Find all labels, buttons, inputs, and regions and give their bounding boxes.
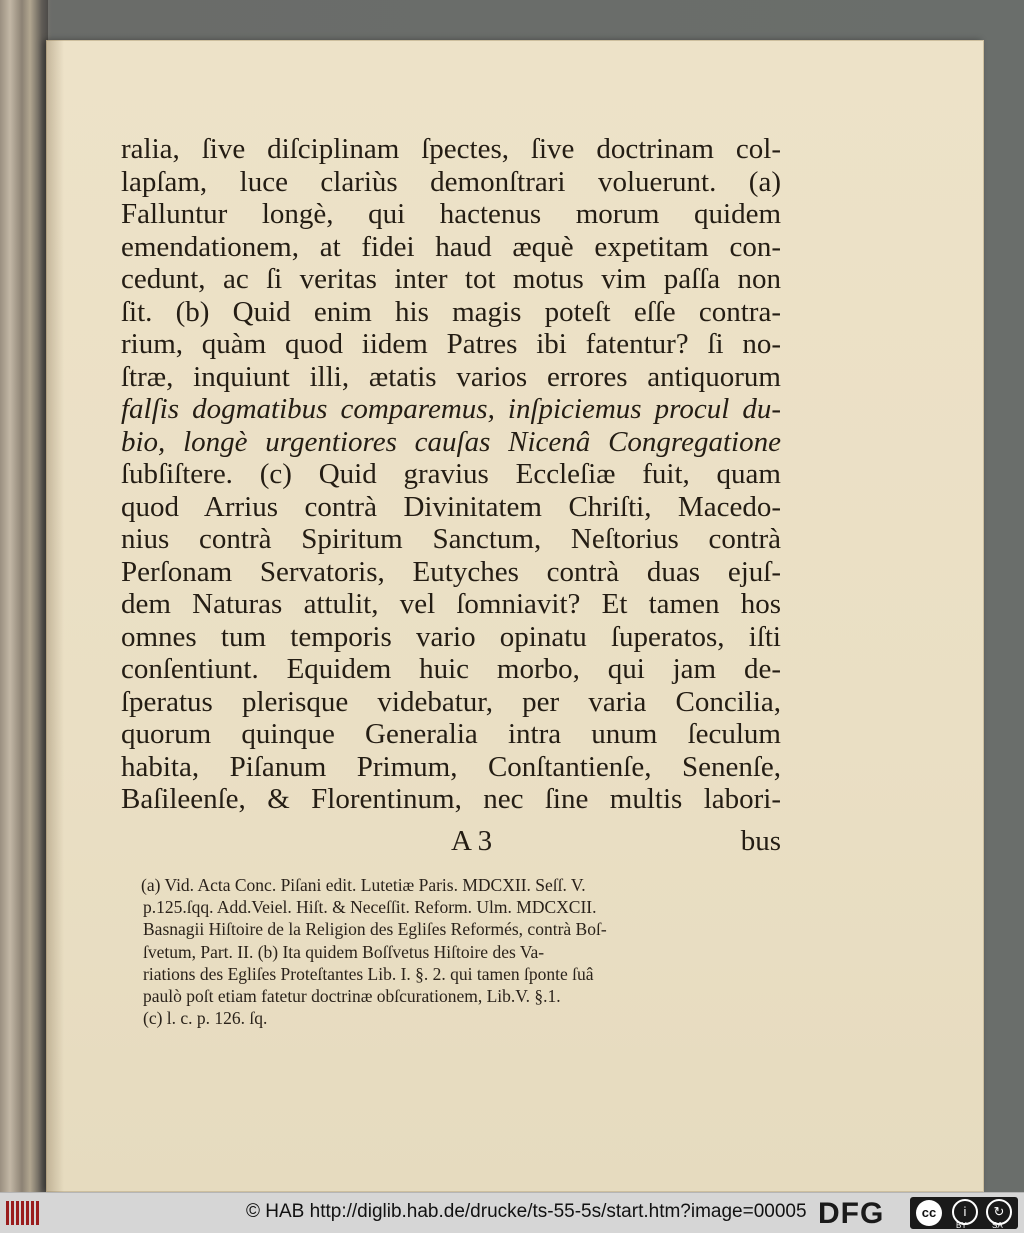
hab-barcode-icon: [6, 1201, 40, 1225]
by-person-icon: i: [952, 1199, 978, 1225]
cc-icon: cc: [916, 1200, 942, 1226]
copyright-url-link[interactable]: © HAB http://diglib.hab.de/drucke/ts-55-5s/start.htm?image=00005: [246, 1201, 807, 1222]
text-line: ralia, ſive diſciplinam ſpectes, ſive doctrinam col-: [121, 133, 781, 165]
book-page: [46, 40, 984, 1192]
text-line: quorum quinque Generalia intra unum ſeculum: [121, 718, 781, 750]
text-line: quod Arrius contrà Divinitatem Chriſti, Macedo-: [121, 490, 781, 523]
text-line: ſit. (b) Quid enim his magis poteſt eſſe contra-: [121, 295, 781, 328]
text-line: ſtræ, inquiunt illi, ætatis varios errores antiquorum: [121, 360, 781, 393]
text-line: Perſonam Servatoris, Eutyches contrà duas ejuſ-: [121, 555, 781, 588]
text-line: conſentiunt. Equidem huic morbo, qui jam de-: [121, 653, 781, 685]
footnote-line: p.125.ſqq. Add.Veiel. Hiſt. & Neceſſit. Reform. Ulm. MDCXCII.: [143, 897, 597, 918]
text-line: lapſam, luce clariùs demonſtrari voluerunt. (a): [121, 165, 781, 198]
dfg-logo: DFG: [818, 1197, 885, 1230]
text-line: falſis dogmatibus comparemus, inſpiciemus procul du-: [121, 393, 781, 425]
page-signature-line: [121, 825, 781, 859]
text-line: rium, quàm quod iidem Patres ibi fatentur? ſi no-: [121, 328, 781, 360]
by-label: BY: [956, 1221, 967, 1230]
footnote-line: ſvetum, Part. II. (b) Ita quidem Boſſvetus Hiſtoire des Va-: [143, 941, 545, 962]
footnotes-block: [143, 874, 783, 1029]
cc-license-badge[interactable]: [910, 1197, 1018, 1229]
text-line: cedunt, ac ſi veritas inter tot motus vim paſſa non: [121, 263, 781, 295]
text-line: bio, longè urgentiores cauſas Nicenâ Congregatione: [121, 425, 781, 458]
footnote-line: paulò poſt etiam fatetur doctrinæ obſcurationem, Lib.V. §.1.: [143, 985, 561, 1006]
footnote-line: (a) Vid. Acta Conc. Piſani edit. Lutetiæ Paris. MDCXII. Seſſ. V.: [141, 875, 586, 895]
footnote-line: (c) l. c. p. 126. ſq.: [143, 1008, 268, 1029]
text-line: nius contrà Spiritum Sanctum, Neſtorius contrà: [121, 523, 781, 555]
share-alike-icon: ↻: [986, 1199, 1012, 1225]
text-line: Falluntur longè, qui hactenus morum quidem: [121, 198, 781, 230]
signature-mark: A 3: [451, 825, 493, 857]
text-line: dem Naturas attulit, vel ſomniavit? Et tamen hos: [121, 588, 781, 620]
main-text-block: [121, 133, 781, 816]
catchword: bus: [740, 825, 781, 857]
text-line: habita, Piſanum Primum, Conſtantienſe, Senenſe,: [121, 750, 781, 783]
text-line: Baſileenſe, & Florentinum, nec ſine multis labori-: [121, 783, 781, 815]
text-line: omnes tum temporis vario opinatu ſuperatos, iſti: [121, 620, 781, 653]
footnote-line: riations des Egliſes Proteſtantes Lib. I. §. 2. qui tamen ſponte ſuâ: [143, 963, 594, 984]
text-line: ſperatus plerisque videbatur, per varia Concilia,: [121, 685, 781, 718]
text-line: ſubſiſtere. (c) Quid gravius Eccleſiæ fuit, quam: [121, 458, 781, 490]
viewer-footer-bar: [0, 1192, 1024, 1233]
sa-label: SA: [992, 1221, 1003, 1230]
footnote-line: Basnagii Hiſtoire de la Religion des Egliſes Reformés, contrà Boſ-: [143, 919, 607, 940]
text-line: emendationem, at fidei haud æquè expetitam con-: [121, 230, 781, 263]
book-spine: [0, 0, 48, 1192]
